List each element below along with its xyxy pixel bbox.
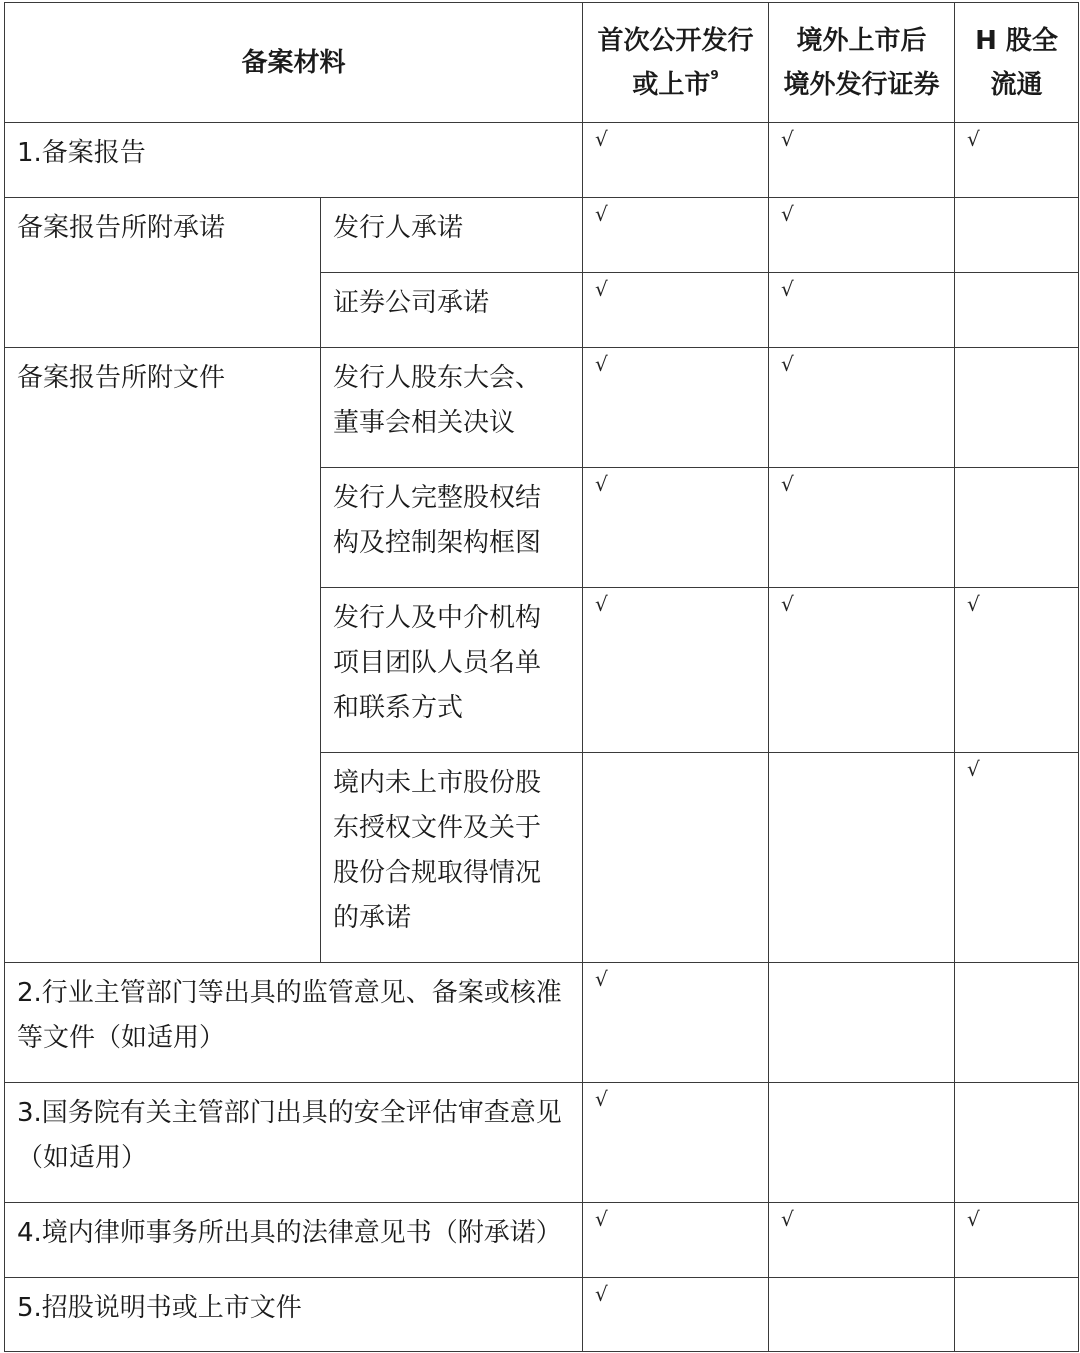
check-mark: √ xyxy=(781,277,794,301)
cell-post-listing xyxy=(769,588,955,753)
row-label-text: 证券公司承诺 xyxy=(333,288,490,318)
check-mark: √ xyxy=(595,127,608,151)
cell-post-listing xyxy=(769,273,955,348)
cell-initial-ipo xyxy=(583,123,769,198)
check-mark: √ xyxy=(595,202,608,226)
header-initial-ipo xyxy=(583,3,769,123)
header-h-share-line1: H 股全 xyxy=(975,25,1058,56)
cell-post-listing xyxy=(769,753,955,963)
cell-post-listing xyxy=(769,1278,955,1352)
cell-initial-ipo xyxy=(583,1278,769,1352)
cell-h-share xyxy=(955,963,1079,1083)
cell-initial-ipo xyxy=(583,753,769,963)
row-label-line: 发行人及中介机构 xyxy=(333,603,542,633)
cell-h-share xyxy=(955,468,1079,588)
row-label xyxy=(5,1203,583,1278)
cell-initial-ipo xyxy=(583,198,769,273)
check-mark: √ xyxy=(781,592,794,616)
row-label xyxy=(321,753,583,963)
check-mark: √ xyxy=(595,1087,608,1111)
header-post-listing-line1: 境外上市后 xyxy=(796,25,927,56)
table-row xyxy=(5,348,1079,468)
header-initial-ipo-line1: 首次公开发行 xyxy=(597,25,754,56)
row-label-text xyxy=(321,348,582,446)
row-label-line: 董事会相关决议 xyxy=(333,408,516,438)
table-row xyxy=(5,198,1079,273)
row-label-line: 境内未上市股份股 xyxy=(333,768,542,798)
row-label xyxy=(5,123,583,198)
row-label-line: 项目团队人员名单 xyxy=(333,648,542,678)
cell-post-listing xyxy=(769,198,955,273)
row-label xyxy=(5,1083,583,1203)
row-label-text: 1.备案报告 xyxy=(17,138,146,168)
row-label-line: （如适用） xyxy=(17,1143,148,1173)
row-label-line: 3.国务院有关主管部门出具的安全评估审查意见 xyxy=(17,1098,562,1128)
check-mark: √ xyxy=(781,352,794,376)
cell-post-listing xyxy=(769,1203,955,1278)
cell-post-listing xyxy=(769,348,955,468)
header-h-share-line2: 流通 xyxy=(990,69,1043,100)
row-label-line: 的承诺 xyxy=(333,903,412,933)
row-label-text xyxy=(321,753,582,941)
group-label-documents xyxy=(5,348,321,963)
filing-materials-table xyxy=(4,2,1079,1352)
check-mark: √ xyxy=(595,1207,608,1231)
row-label xyxy=(321,468,583,588)
table-row xyxy=(5,963,1079,1083)
table-row xyxy=(5,1278,1079,1352)
row-label-line: 发行人股东大会、 xyxy=(333,363,542,393)
row-label-line: 2.行业主管部门等出具的监管意见、备案或核准 xyxy=(17,978,562,1008)
cell-post-listing xyxy=(769,468,955,588)
check-mark: √ xyxy=(595,472,608,496)
check-mark: √ xyxy=(967,127,980,151)
header-initial-ipo-line2 xyxy=(583,63,768,107)
check-mark: √ xyxy=(595,1282,608,1306)
row-label-line: 构及控制架构框图 xyxy=(333,528,542,558)
check-mark: √ xyxy=(967,592,980,616)
cell-post-listing xyxy=(769,963,955,1083)
check-mark: √ xyxy=(595,277,608,301)
cell-post-listing xyxy=(769,123,955,198)
header-materials: 备案材料 xyxy=(5,3,583,123)
cell-initial-ipo xyxy=(583,963,769,1083)
group-label-text: 备案报告所附文件 xyxy=(17,363,226,393)
row-label xyxy=(5,1278,583,1352)
row-label-text xyxy=(5,963,582,1061)
row-label-line: 东授权文件及关于 xyxy=(333,813,542,843)
cell-initial-ipo xyxy=(583,1083,769,1203)
check-mark: √ xyxy=(967,1207,980,1231)
cell-h-share xyxy=(955,273,1079,348)
cell-h-share xyxy=(955,1278,1079,1352)
check-mark: √ xyxy=(595,967,608,991)
cell-h-share xyxy=(955,348,1079,468)
check-mark: √ xyxy=(781,472,794,496)
row-label-line: 发行人完整股权结 xyxy=(333,483,542,513)
row-label-line: 等文件（如适用） xyxy=(17,1023,226,1053)
header-h-share xyxy=(955,3,1079,123)
check-mark: √ xyxy=(781,127,794,151)
row-label-text xyxy=(321,588,582,731)
header-post-listing-line2: 境外发行证券 xyxy=(783,69,940,100)
row-label-text: 发行人承诺 xyxy=(333,213,464,243)
header-row xyxy=(5,3,1079,123)
row-label xyxy=(321,273,583,348)
table-row xyxy=(5,1203,1079,1278)
check-mark: √ xyxy=(967,757,980,781)
cell-initial-ipo xyxy=(583,468,769,588)
check-mark: √ xyxy=(595,352,608,376)
cell-h-share xyxy=(955,588,1079,753)
row-label-text xyxy=(321,468,582,566)
cell-h-share xyxy=(955,123,1079,198)
row-label-line: 股份合规取得情况 xyxy=(333,858,542,888)
cell-h-share xyxy=(955,753,1079,963)
group-label-commitments xyxy=(5,198,321,348)
check-mark: √ xyxy=(595,592,608,616)
row-label-text: 5.招股说明书或上市文件 xyxy=(17,1293,302,1323)
footnote-ref: 9 xyxy=(710,67,719,82)
cell-post-listing xyxy=(769,1083,955,1203)
header-post-listing xyxy=(769,3,955,123)
cell-h-share xyxy=(955,1083,1079,1203)
row-label-line: 和联系方式 xyxy=(333,693,464,723)
header-initial-ipo-text: 或上市 xyxy=(632,69,711,100)
cell-initial-ipo xyxy=(583,588,769,753)
check-mark: √ xyxy=(781,202,794,226)
row-label xyxy=(5,963,583,1083)
cell-initial-ipo xyxy=(583,1203,769,1278)
row-label-text xyxy=(5,1083,582,1181)
cell-h-share xyxy=(955,1203,1079,1278)
cell-h-share xyxy=(955,198,1079,273)
row-label xyxy=(321,198,583,273)
cell-initial-ipo xyxy=(583,273,769,348)
cell-initial-ipo xyxy=(583,348,769,468)
check-mark: √ xyxy=(781,1207,794,1231)
row-label-text: 4.境内律师事务所出具的法律意见书（附承诺） xyxy=(17,1218,562,1248)
row-label xyxy=(321,588,583,753)
table-row xyxy=(5,1083,1079,1203)
table-row xyxy=(5,123,1079,198)
row-label xyxy=(321,348,583,468)
group-label-text: 备案报告所附承诺 xyxy=(17,213,226,243)
